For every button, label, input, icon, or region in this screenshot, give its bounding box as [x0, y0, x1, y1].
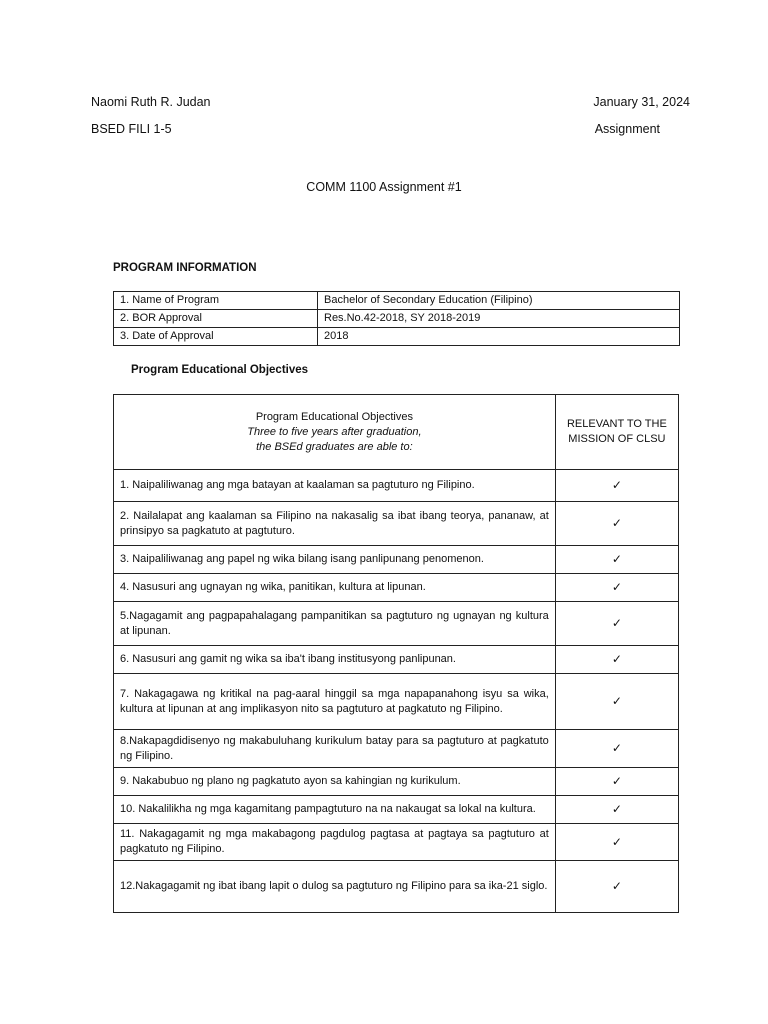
peo-objective: 12.Nakagagamit ng ibat ibang lapit o dulog sa pagtuturo ng Filipino para sa ika-21 siglo.	[114, 861, 556, 913]
check-mark-icon: ✓	[555, 730, 678, 768]
peo-table	[113, 394, 679, 913]
peo-row	[114, 730, 679, 768]
peo-objective: 1. Naipaliliwanag ang mga batayan at kaalaman sa pagtuturo ng Filipino.	[114, 470, 556, 502]
peo-col2-title-1: RELEVANT TO THE	[566, 418, 667, 430]
program-info-row	[114, 328, 680, 346]
program-info-table	[113, 291, 680, 346]
program-info-value: Res.No.42-2018, SY 2018-2019	[318, 310, 680, 328]
peo-row	[114, 796, 679, 824]
peo-row	[114, 861, 679, 913]
program-info-label: 1. Name of Program	[114, 292, 318, 310]
peo-row	[114, 546, 679, 574]
peo-objective: 5.Nagagamit ang pagpapahalagang pampanitikan sa pagtuturo ng ugnayan ng kultura at lipunan.	[114, 602, 556, 646]
peo-row	[114, 824, 679, 861]
peo-objective: 7. Nakagagawa ng kritikal na pag-aaral hinggil sa mga napapanahong isyu sa wika, kultura at lipunan at ang implikasyon nito sa pagtuturo at pagkatuto ng Filipino.	[114, 674, 556, 730]
check-mark-icon: ✓	[555, 546, 678, 574]
program-info-heading: PROGRAM INFORMATION	[113, 262, 257, 274]
peo-col1-sub2: the BSEd graduates are able to:	[256, 440, 413, 453]
program-info-label: 3. Date of Approval	[114, 328, 318, 346]
peo-row	[114, 502, 679, 546]
program-info-label: 2. BOR Approval	[114, 310, 318, 328]
peo-header-row	[114, 395, 679, 470]
peo-row	[114, 602, 679, 646]
peo-objective: 3. Naipaliliwanag ang papel ng wika bilang isang panlipunang penomenon.	[114, 546, 556, 574]
peo-objective: 11. Nakagagamit ng mga makabagong pagdulog pagtasa at pagtaya sa pagtuturo at pagkatuto ng Filipino.	[114, 824, 556, 861]
program-info-value: Bachelor of Secondary Education (Filipino)	[318, 292, 680, 310]
program-info-value: 2018	[318, 328, 680, 346]
peo-objective: 2. Nailalapat ang kaalaman sa Filipino na nakasalig sa ibat ibang teorya, pananaw, at prinsipyo sa pagkatuto at pagtuturo.	[114, 502, 556, 546]
check-mark-icon: ✓	[555, 602, 678, 646]
check-mark-icon: ✓	[555, 574, 678, 602]
student-name: Naomi Ruth R. Judan	[91, 95, 211, 109]
peo-row	[114, 674, 679, 730]
check-mark-icon: ✓	[555, 768, 678, 796]
peo-objective: 6. Nasusuri ang gamit ng wika sa iba't ibang institusyong panlipunan.	[114, 646, 556, 674]
check-mark-icon: ✓	[555, 674, 678, 730]
date: January 31, 2024	[593, 95, 690, 109]
program-info-row	[114, 310, 680, 328]
peo-row	[114, 470, 679, 502]
check-mark-icon: ✓	[555, 470, 678, 502]
document-title: COMM 1100 Assignment #1	[306, 180, 462, 194]
peo-col1-header	[114, 395, 556, 470]
peo-objective: 9. Nakabubuo ng plano ng pagkatuto ayon sa kahingian ng kurikulum.	[114, 768, 556, 796]
peo-col2-title-2: MISSION OF CLSU	[568, 433, 666, 445]
check-mark-icon: ✓	[555, 502, 678, 546]
doc-type: Assignment	[594, 122, 660, 136]
section: BSED FILI 1-5	[91, 122, 172, 136]
check-mark-icon: ✓	[555, 646, 678, 674]
peo-objective: 8.Nakapagdidisenyo ng makabuluhang kurikulum batay para sa pagtuturo at pagkatuto ng Filipino.	[114, 730, 556, 768]
peo-row	[114, 646, 679, 674]
check-mark-icon: ✓	[555, 824, 678, 861]
peo-col1-title: Program Educational Objectives	[255, 410, 413, 423]
peo-row	[114, 574, 679, 602]
peo-row	[114, 768, 679, 796]
peo-objective: 10. Nakalilikha ng mga kagamitang pampagtuturo na na nakaugat sa lokal na kultura.	[114, 796, 556, 824]
peo-col2-header	[555, 395, 678, 470]
peo-objective: 4. Nasusuri ang ugnayan ng wika, panitikan, kultura at lipunan.	[114, 574, 556, 602]
peo-heading: Program Educational Objectives	[131, 364, 309, 376]
peo-col1-sub1: Three to five years after graduation,	[247, 425, 422, 438]
check-mark-icon: ✓	[555, 861, 678, 913]
check-mark-icon: ✓	[555, 796, 678, 824]
program-info-row	[114, 292, 680, 310]
